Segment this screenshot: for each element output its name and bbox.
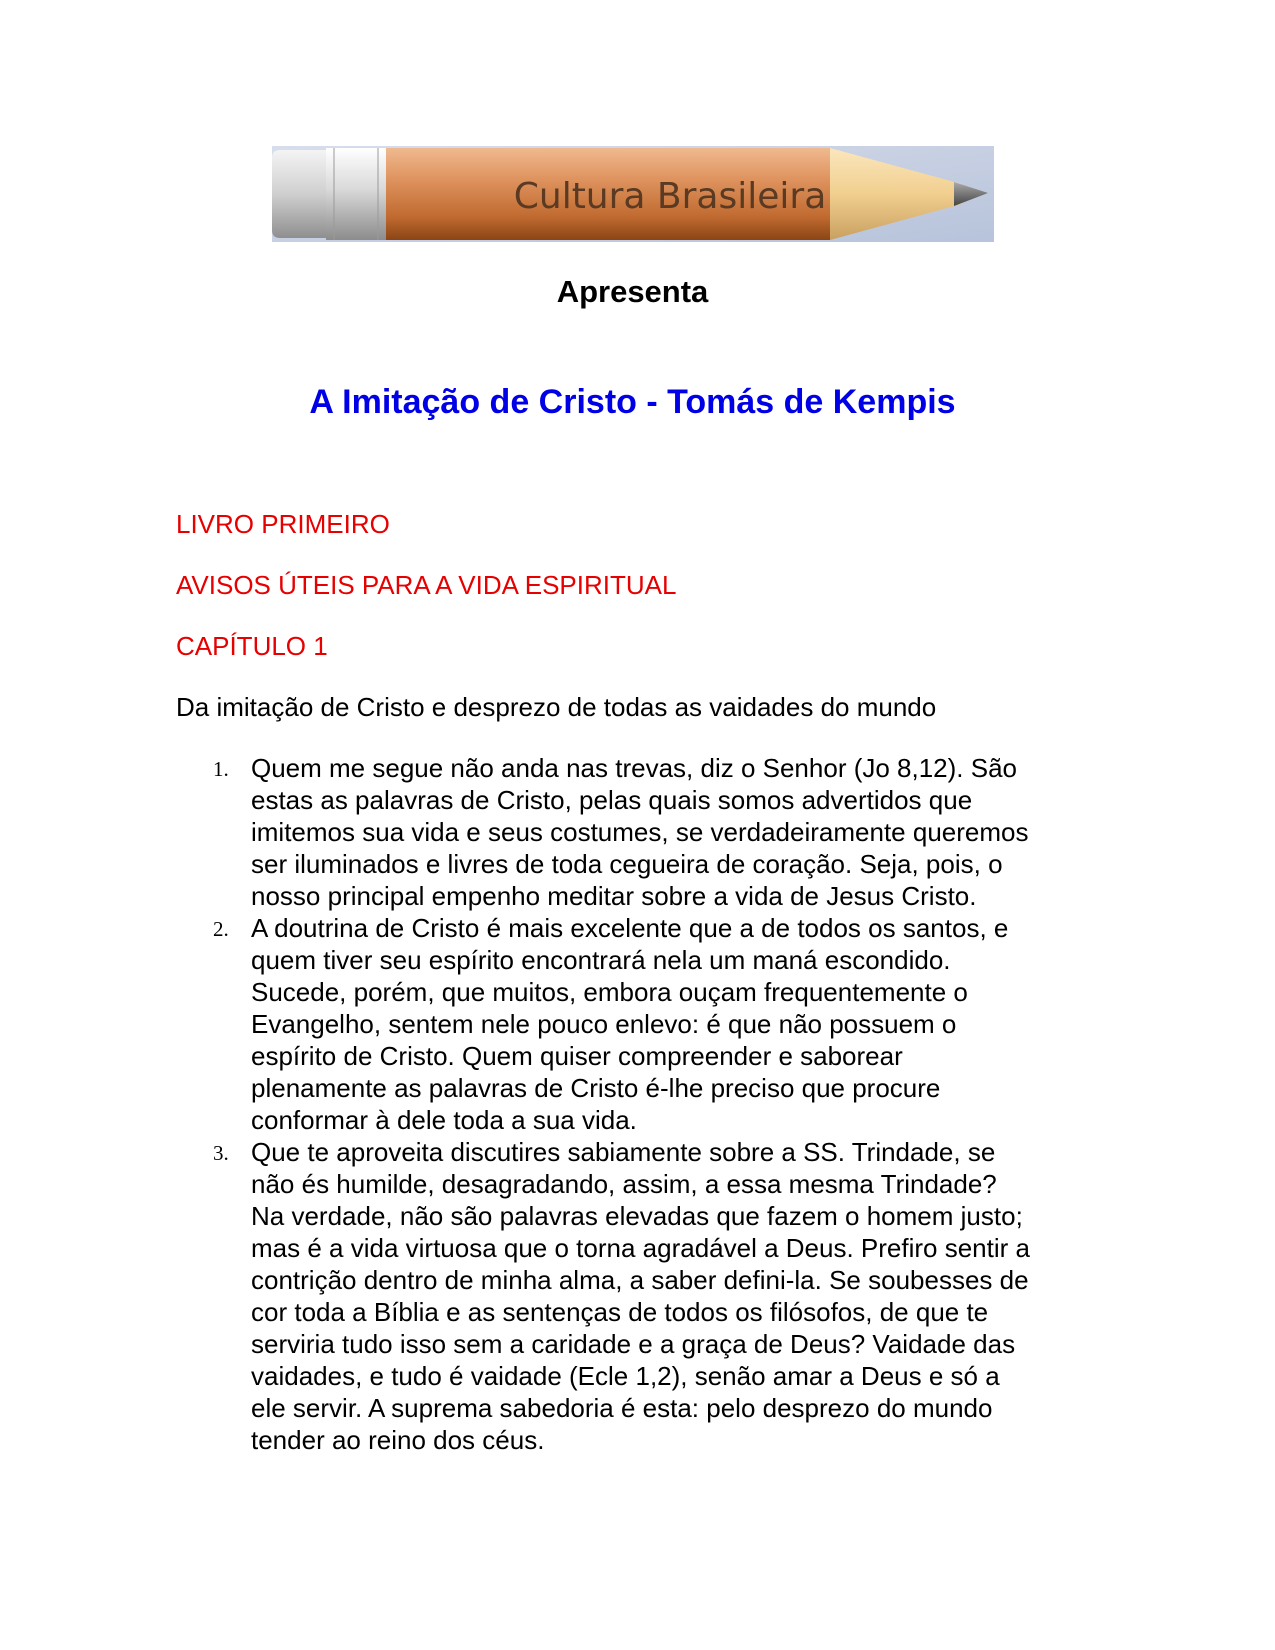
- banner-logo: [272, 146, 994, 242]
- paragraph-line: nosso principal empenho meditar sobre a vida de Jesus Cristo.: [251, 881, 977, 911]
- paragraph-line: espírito de Cristo. Quem quiser compreender e saborear: [251, 1041, 903, 1071]
- paragraph-line: imitemos sua vida e seus costumes, se verdadeiramente queremos: [251, 817, 1029, 847]
- presents-heading: Apresenta: [556, 274, 709, 309]
- list-item: [200, 912, 1100, 1136]
- chapter-heading: CAPÍTULO 1: [176, 631, 328, 661]
- pencil-logo-image: [272, 146, 994, 242]
- chapter-title: Da imitação de Cristo e desprezo de todas as vaidades do mundo: [176, 692, 937, 722]
- paragraph-line: estas as palavras de Cristo, pelas quais somos advertidos que: [251, 785, 973, 815]
- paragraph-line: ele servir. A suprema sabedoria é esta: pelo desprezo do mundo: [251, 1393, 993, 1423]
- paragraph-line: vaidades, e tudo é vaidade (Ecle 1,2), senão amar a Deus e só a: [251, 1361, 1000, 1391]
- paragraph-line: tender ao reino dos céus.: [251, 1425, 545, 1455]
- paragraph-line: Evangelho, sentem nele pouco enlevo: é que não possuem o: [251, 1009, 957, 1039]
- list-item-number: 2.: [213, 917, 229, 941]
- book-title: A Imitação de Cristo - Tomás de Kempis: [309, 383, 956, 421]
- paragraph-line: contrição dentro de minha alma, a saber defini-la. Se soubesses de: [251, 1265, 1029, 1295]
- list-item-number: 1.: [213, 757, 229, 781]
- book-heading: LIVRO PRIMEIRO: [176, 509, 390, 539]
- logo-text: Cultura Brasileira: [513, 176, 827, 217]
- list-item-number: 3.: [213, 1141, 229, 1165]
- paragraph-line: cor toda a Bíblia e as sentenças de todos os filósofos, de que te: [251, 1297, 989, 1327]
- list-item: [200, 1136, 1100, 1456]
- paragraph-line: A doutrina de Cristo é mais excelente que a de todos os santos, e: [251, 913, 1009, 943]
- paragraph-line: Na verdade, não são palavras elevadas que fazem o homem justo;: [251, 1201, 1023, 1231]
- list-item: [200, 752, 1100, 912]
- paragraph-list: [200, 752, 1100, 1456]
- paragraph-line: conformar à dele toda a sua vida.: [251, 1105, 637, 1135]
- paragraph-line: não és humilde, desagradando, assim, a essa mesma Trindade?: [251, 1169, 997, 1199]
- section-heading: AVISOS ÚTEIS PARA A VIDA ESPIRITUAL: [176, 570, 677, 600]
- paragraph-line: ser iluminados e livres de toda cegueira de coração. Seja, pois, o: [251, 849, 1003, 879]
- paragraph-line: mas é a vida virtuosa que o torna agradável a Deus. Prefiro sentir a: [251, 1233, 1030, 1263]
- paragraph-line: plenamente as palavras de Cristo é-lhe preciso que procure: [251, 1073, 941, 1103]
- paragraph-line: Quem me segue não anda nas trevas, diz o Senhor (Jo 8,12). São: [251, 753, 1018, 783]
- paragraph-line: Sucede, porém, que muitos, embora ouçam frequentemente o: [251, 977, 968, 1007]
- paragraph-line: quem tiver seu espírito encontrará nela um maná escondido.: [251, 945, 951, 975]
- paragraph-line: Que te aproveita discutires sabiamente sobre a SS. Trindade, se: [251, 1137, 996, 1167]
- paragraph-line: serviria tudo isso sem a caridade e a graça de Deus? Vaidade das: [251, 1329, 1016, 1359]
